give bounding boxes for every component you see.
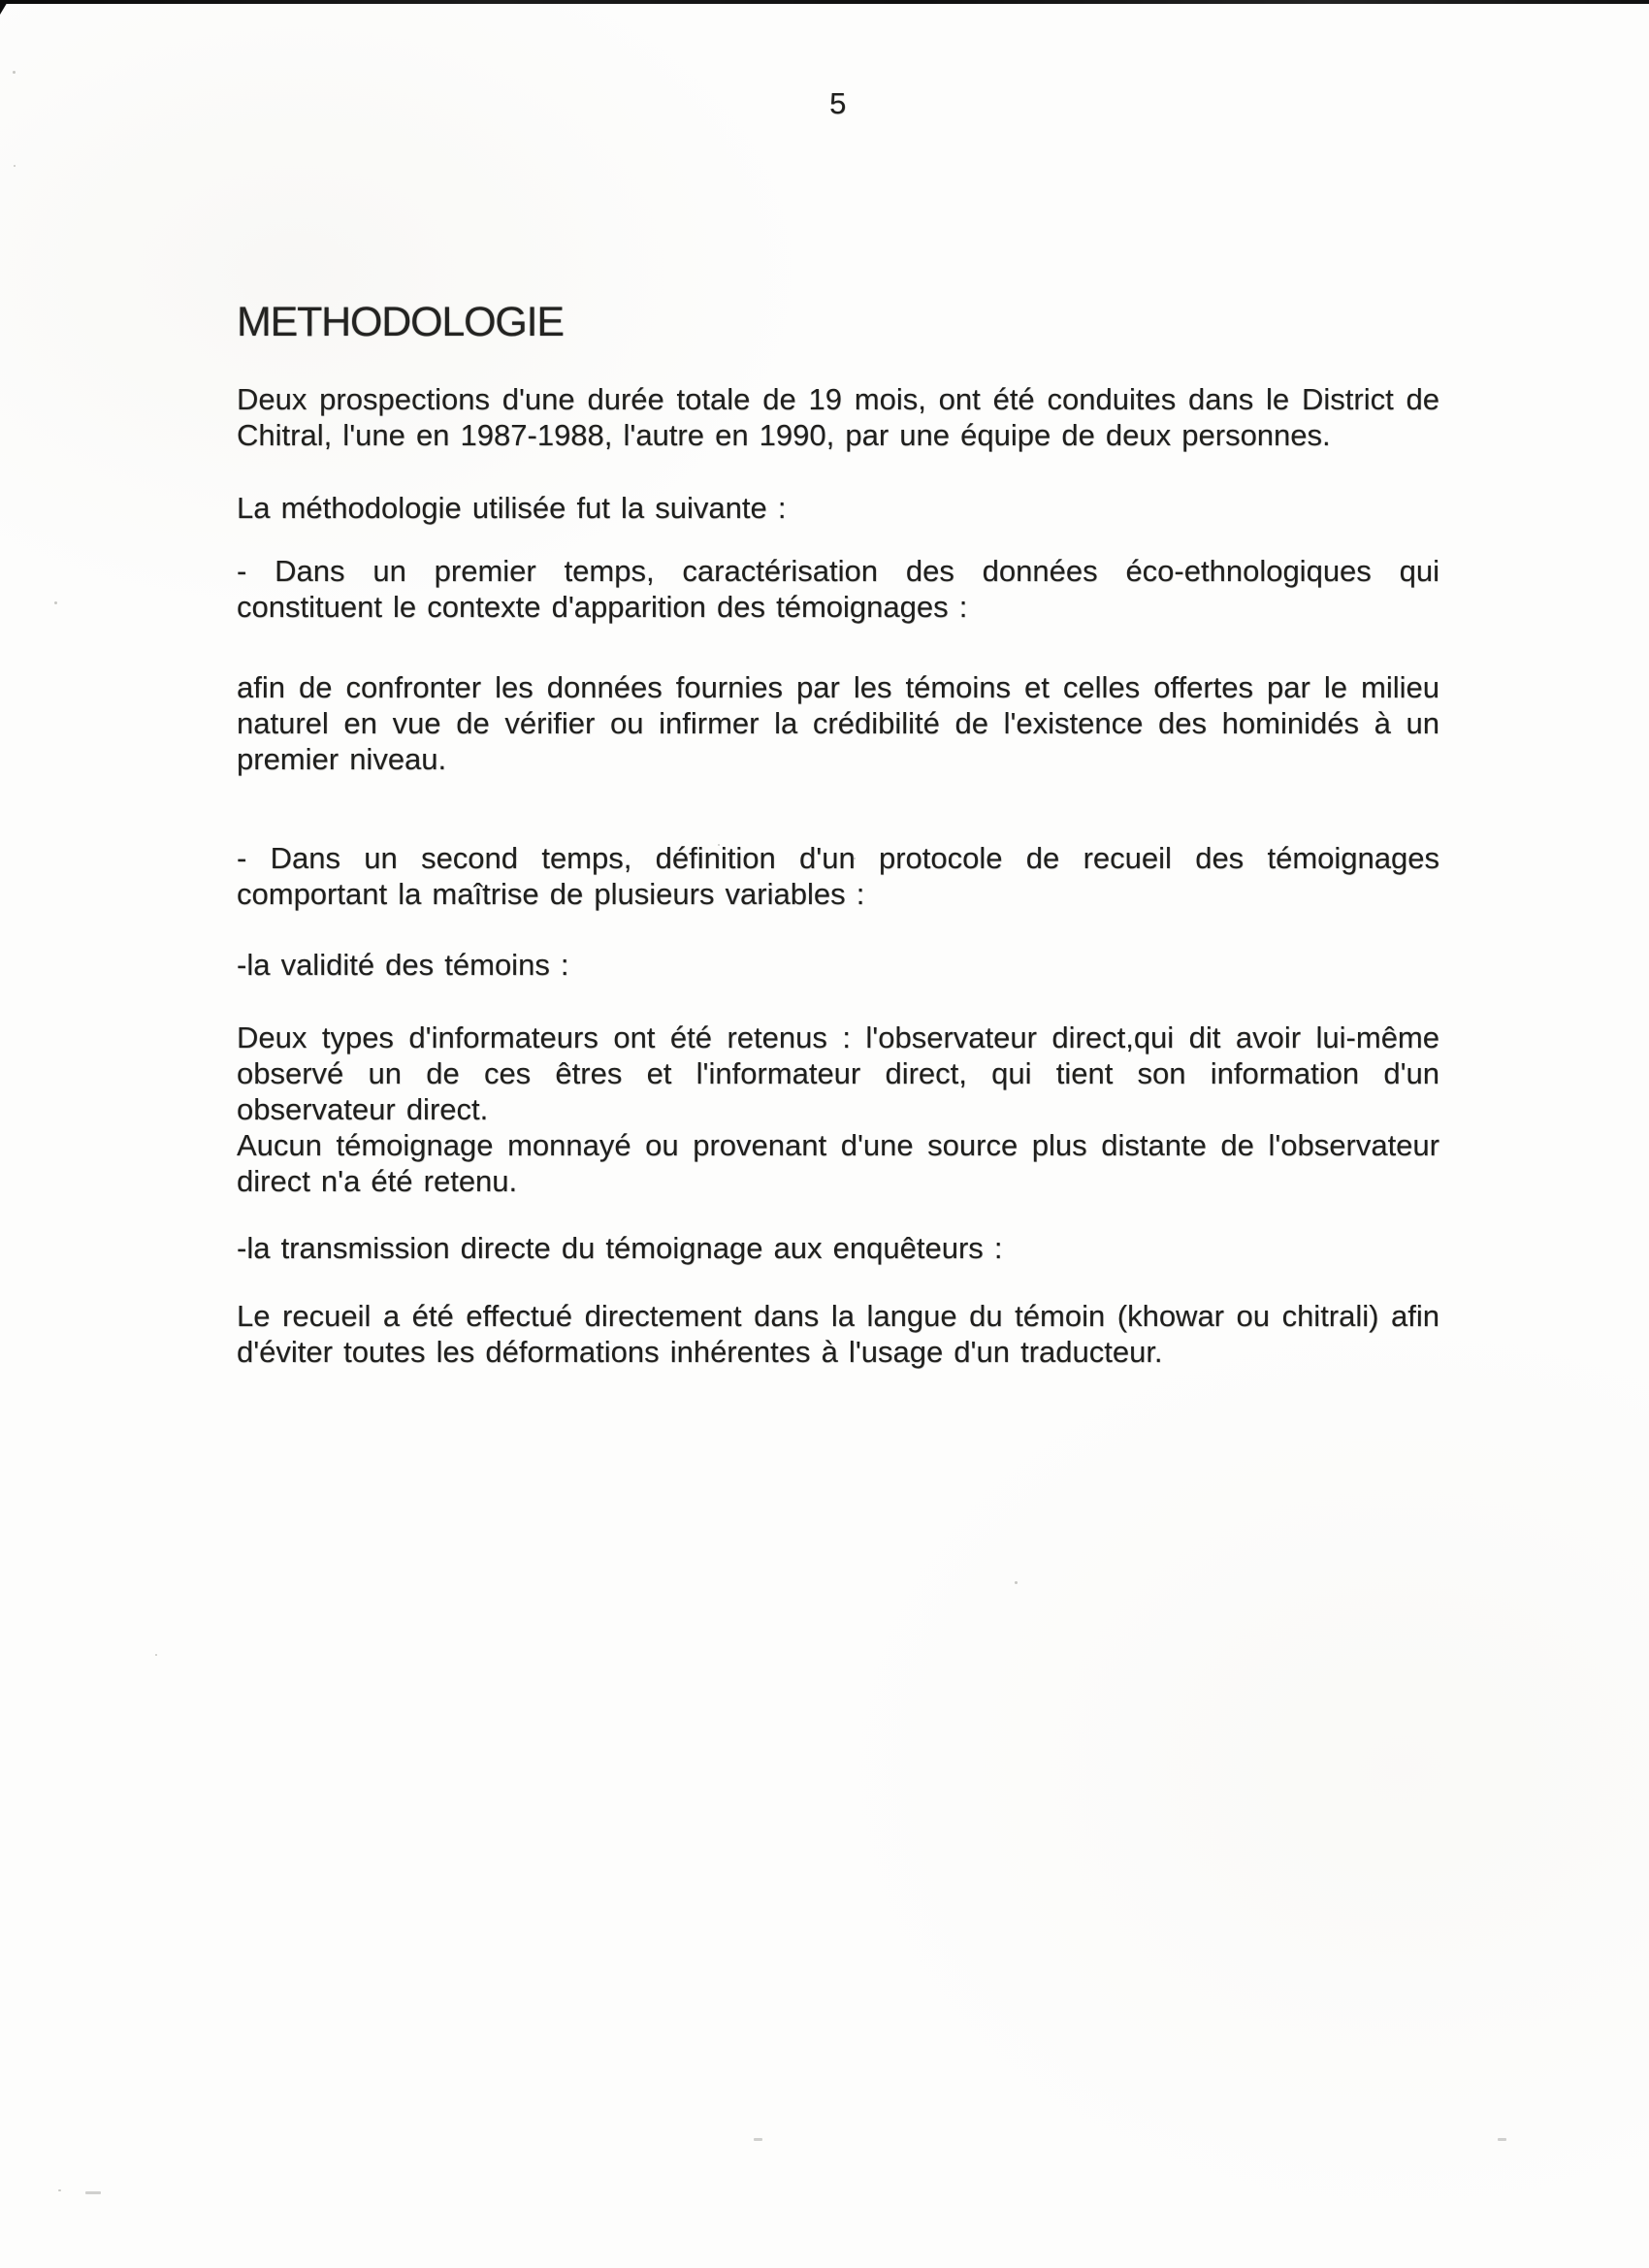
- paragraph-afin-confronter: afin de confronter les données fournies par les témoins et celles offertes par le milieu naturel en vue de vérifier ou infirmer la crédibilité de l'existence des hominidés à un premier niveau.: [237, 670, 1439, 776]
- paragraph-aucun-temoignage: Aucun témoignage monnayé ou provenant d'une source plus distante de l'observateur direct n'a été retenu.: [237, 1128, 1439, 1198]
- scan-speck: [754, 2138, 762, 2141]
- paragraph-prospections: Deux prospections d'une durée totale de 19 mois, ont été conduites dans le District de Chitral, l'une en 1987-1988, l'autre en 1990, par une équipe de deux personnes.: [237, 382, 1439, 452]
- paragraph-transmission-directe: -la transmission directe du témoignage aux enquêteurs :: [237, 1231, 1003, 1265]
- paragraph-recueil-langue: Le recueil a été effectué directement dans la langue du témoin (khowar ou chitrali) afin d'éviter toutes les déformations inhérentes à l'usage d'un traducteur.: [237, 1299, 1439, 1369]
- scan-speck: [13, 71, 16, 74]
- paragraph-deux-types-informateurs: Deux types d'informateurs ont été retenus : l'observateur direct,qui dit avoir lui-même observé un de ces êtres et l'informateur direct, qui tient son information d'un observateur direct.: [237, 1021, 1439, 1126]
- page-number: 5: [829, 86, 847, 120]
- scan-top-edge-artifact: [0, 0, 1649, 4]
- paragraph-second-temps: - Dans un second temps, définition d'un protocole de recueil des témoignages comportant la maîtrise de plusieurs variables :: [237, 841, 1439, 911]
- paragraph-validite-temoins: -la validité des témoins :: [237, 948, 569, 982]
- paragraph-premier-temps: - Dans un premier temps, caractérisation des données éco-ethnologiques qui constituent le contexte d'apparition des témoignages :: [237, 554, 1439, 624]
- scan-speck: [14, 165, 16, 167]
- scan-speck: [85, 2191, 101, 2194]
- scan-speck: [155, 1654, 157, 1656]
- scan-speck: [54, 601, 57, 604]
- scan-corner-artifact: [0, 0, 9, 15]
- scan-speck: [1498, 2138, 1506, 2141]
- scan-speck: [1015, 1581, 1018, 1584]
- paragraph-methodologie-intro: La méthodologie utilisée fut la suivante :: [237, 491, 787, 525]
- text-column: [237, 85, 1439, 1370]
- section-heading: METHODOLOGIE: [237, 299, 564, 345]
- scan-speck: [58, 2189, 61, 2191]
